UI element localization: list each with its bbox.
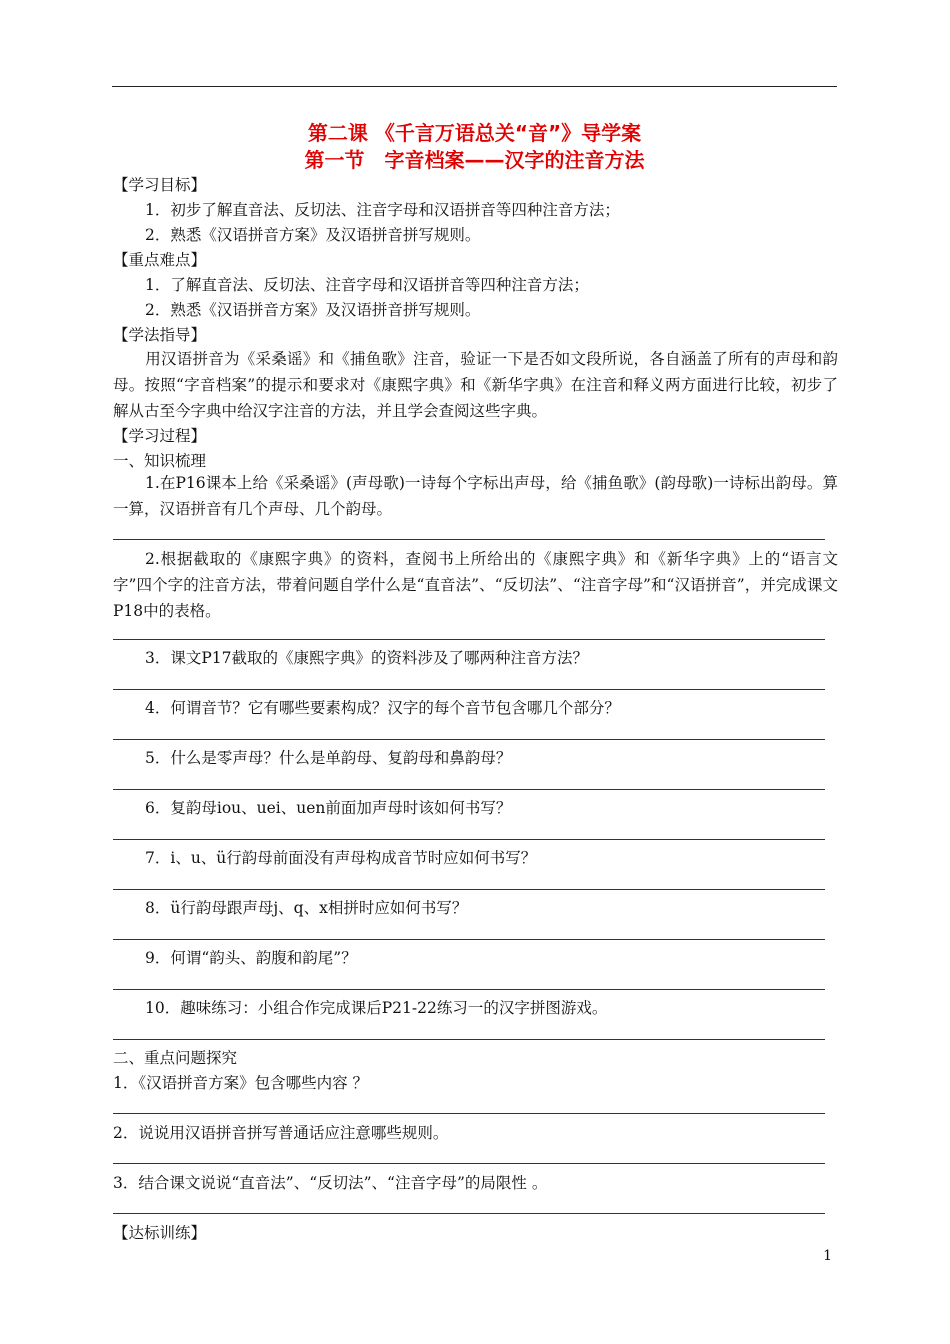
question-4: 4．何谓音节？它有哪些要素构成？汉字的每个音节包含哪几个部分？ bbox=[145, 699, 620, 717]
question-5: 5．什么是零声母？什么是单韵母、复韵母和鼻韵母？ bbox=[145, 749, 512, 767]
question-7: 7．i、u、ü行韵母前面没有声母构成音节时应如何书写？ bbox=[145, 849, 537, 867]
answer-line bbox=[113, 889, 825, 890]
answer-line bbox=[113, 1163, 825, 1164]
header-rule bbox=[112, 86, 837, 87]
explore-question-3: 3．结合课文说说“直音法”、“反切法”、“注音字母”的局限性 。 bbox=[113, 1174, 548, 1192]
question-9: 9．何谓“韵头、韵腹和韵尾”？ bbox=[145, 949, 357, 967]
goal-1: 1．初步了解直音法、反切法、注音字母和汉语拼音等四种注音方法； bbox=[145, 201, 620, 219]
key-point-1: 1．了解直音法、反切法、注音字母和汉语拼音等四种注音方法； bbox=[145, 276, 589, 294]
heading-process: 【学习过程】 bbox=[113, 427, 207, 445]
answer-line bbox=[113, 689, 825, 690]
answer-line bbox=[113, 539, 825, 540]
question-10: 10．趣味练习：小组合作完成课后P21-22练习一的汉字拼图游戏。 bbox=[145, 999, 608, 1017]
answer-line bbox=[113, 939, 825, 940]
section-1-heading: 一、知识梳理 bbox=[113, 452, 207, 470]
key-point-2: 2．熟悉《汉语拼音方案》及汉语拼音拼写规则。 bbox=[145, 301, 481, 319]
title-line-1: 第二课 《千言万语总关“音”》导学案 bbox=[307, 121, 642, 145]
heading-key-points: 【重点难点】 bbox=[113, 251, 207, 269]
question-8: 8．ü行韵母跟声母j、q、x相拼时应如何书写？ bbox=[145, 899, 468, 917]
answer-line bbox=[113, 1039, 825, 1040]
explore-question-2: 2．说说用汉语拼音拼写普通话应注意哪些规则。 bbox=[113, 1124, 449, 1142]
question-3: 3．课文P17截取的《康熙字典》的资料涉及了哪两种注音方法？ bbox=[145, 649, 589, 667]
title-line-2: 第一节 字音档案——汉字的注音方法 bbox=[304, 148, 645, 172]
question-6: 6．复韵母iou、uei、uen前面加声母时该如何书写？ bbox=[145, 799, 512, 817]
answer-line bbox=[113, 739, 825, 740]
heading-method: 【学法指导】 bbox=[113, 326, 207, 344]
page-number: 1 bbox=[823, 1248, 832, 1264]
answer-line bbox=[113, 1113, 825, 1114]
heading-goals: 【学习目标】 bbox=[113, 176, 207, 194]
answer-line bbox=[113, 1213, 825, 1214]
answer-line bbox=[113, 989, 825, 990]
goal-2: 2．熟悉《汉语拼音方案》及汉语拼音拼写规则。 bbox=[145, 226, 481, 244]
question-1: 1.在P16课本上给《采桑谣》(声母歌)一诗每个字标出声母，给《捕鱼歌》(韵母歌)一诗标出韵母。算一算，汉语拼音有几个声母、几个韵母。 bbox=[113, 474, 838, 518]
method-paragraph: 用汉语拼音为《采桑谣》和《捕鱼歌》注音，验证一下是否如文段所说，各自涵盖了所有的声母和韵母。按照“字音档案”的提示和要求对《康熙字典》和《新华字典》在注音和释义两方面进行比较，初步了解从古至今字典中给汉字注音的方法，并且学会查阅这些字典。 bbox=[113, 350, 838, 420]
question-2: 2.根据截取的《康熙字典》的资料，查阅书上所给出的《康熙字典》和《新华字典》上的“语言文字”四个字的注音方法，带着问题自学什么是“直音法”、“反切法”、“注音字母”和“汉语拼音”，并完成课文P18中的表格。 bbox=[113, 550, 838, 620]
answer-line bbox=[113, 639, 825, 640]
answer-line bbox=[113, 839, 825, 840]
section-2-heading: 二、重点问题探究 bbox=[113, 1049, 238, 1067]
explore-question-1: 1．《汉语拼音方案》包含哪些内容 ？ bbox=[113, 1074, 369, 1092]
heading-training: 【达标训练】 bbox=[113, 1224, 207, 1242]
answer-line bbox=[113, 789, 825, 790]
